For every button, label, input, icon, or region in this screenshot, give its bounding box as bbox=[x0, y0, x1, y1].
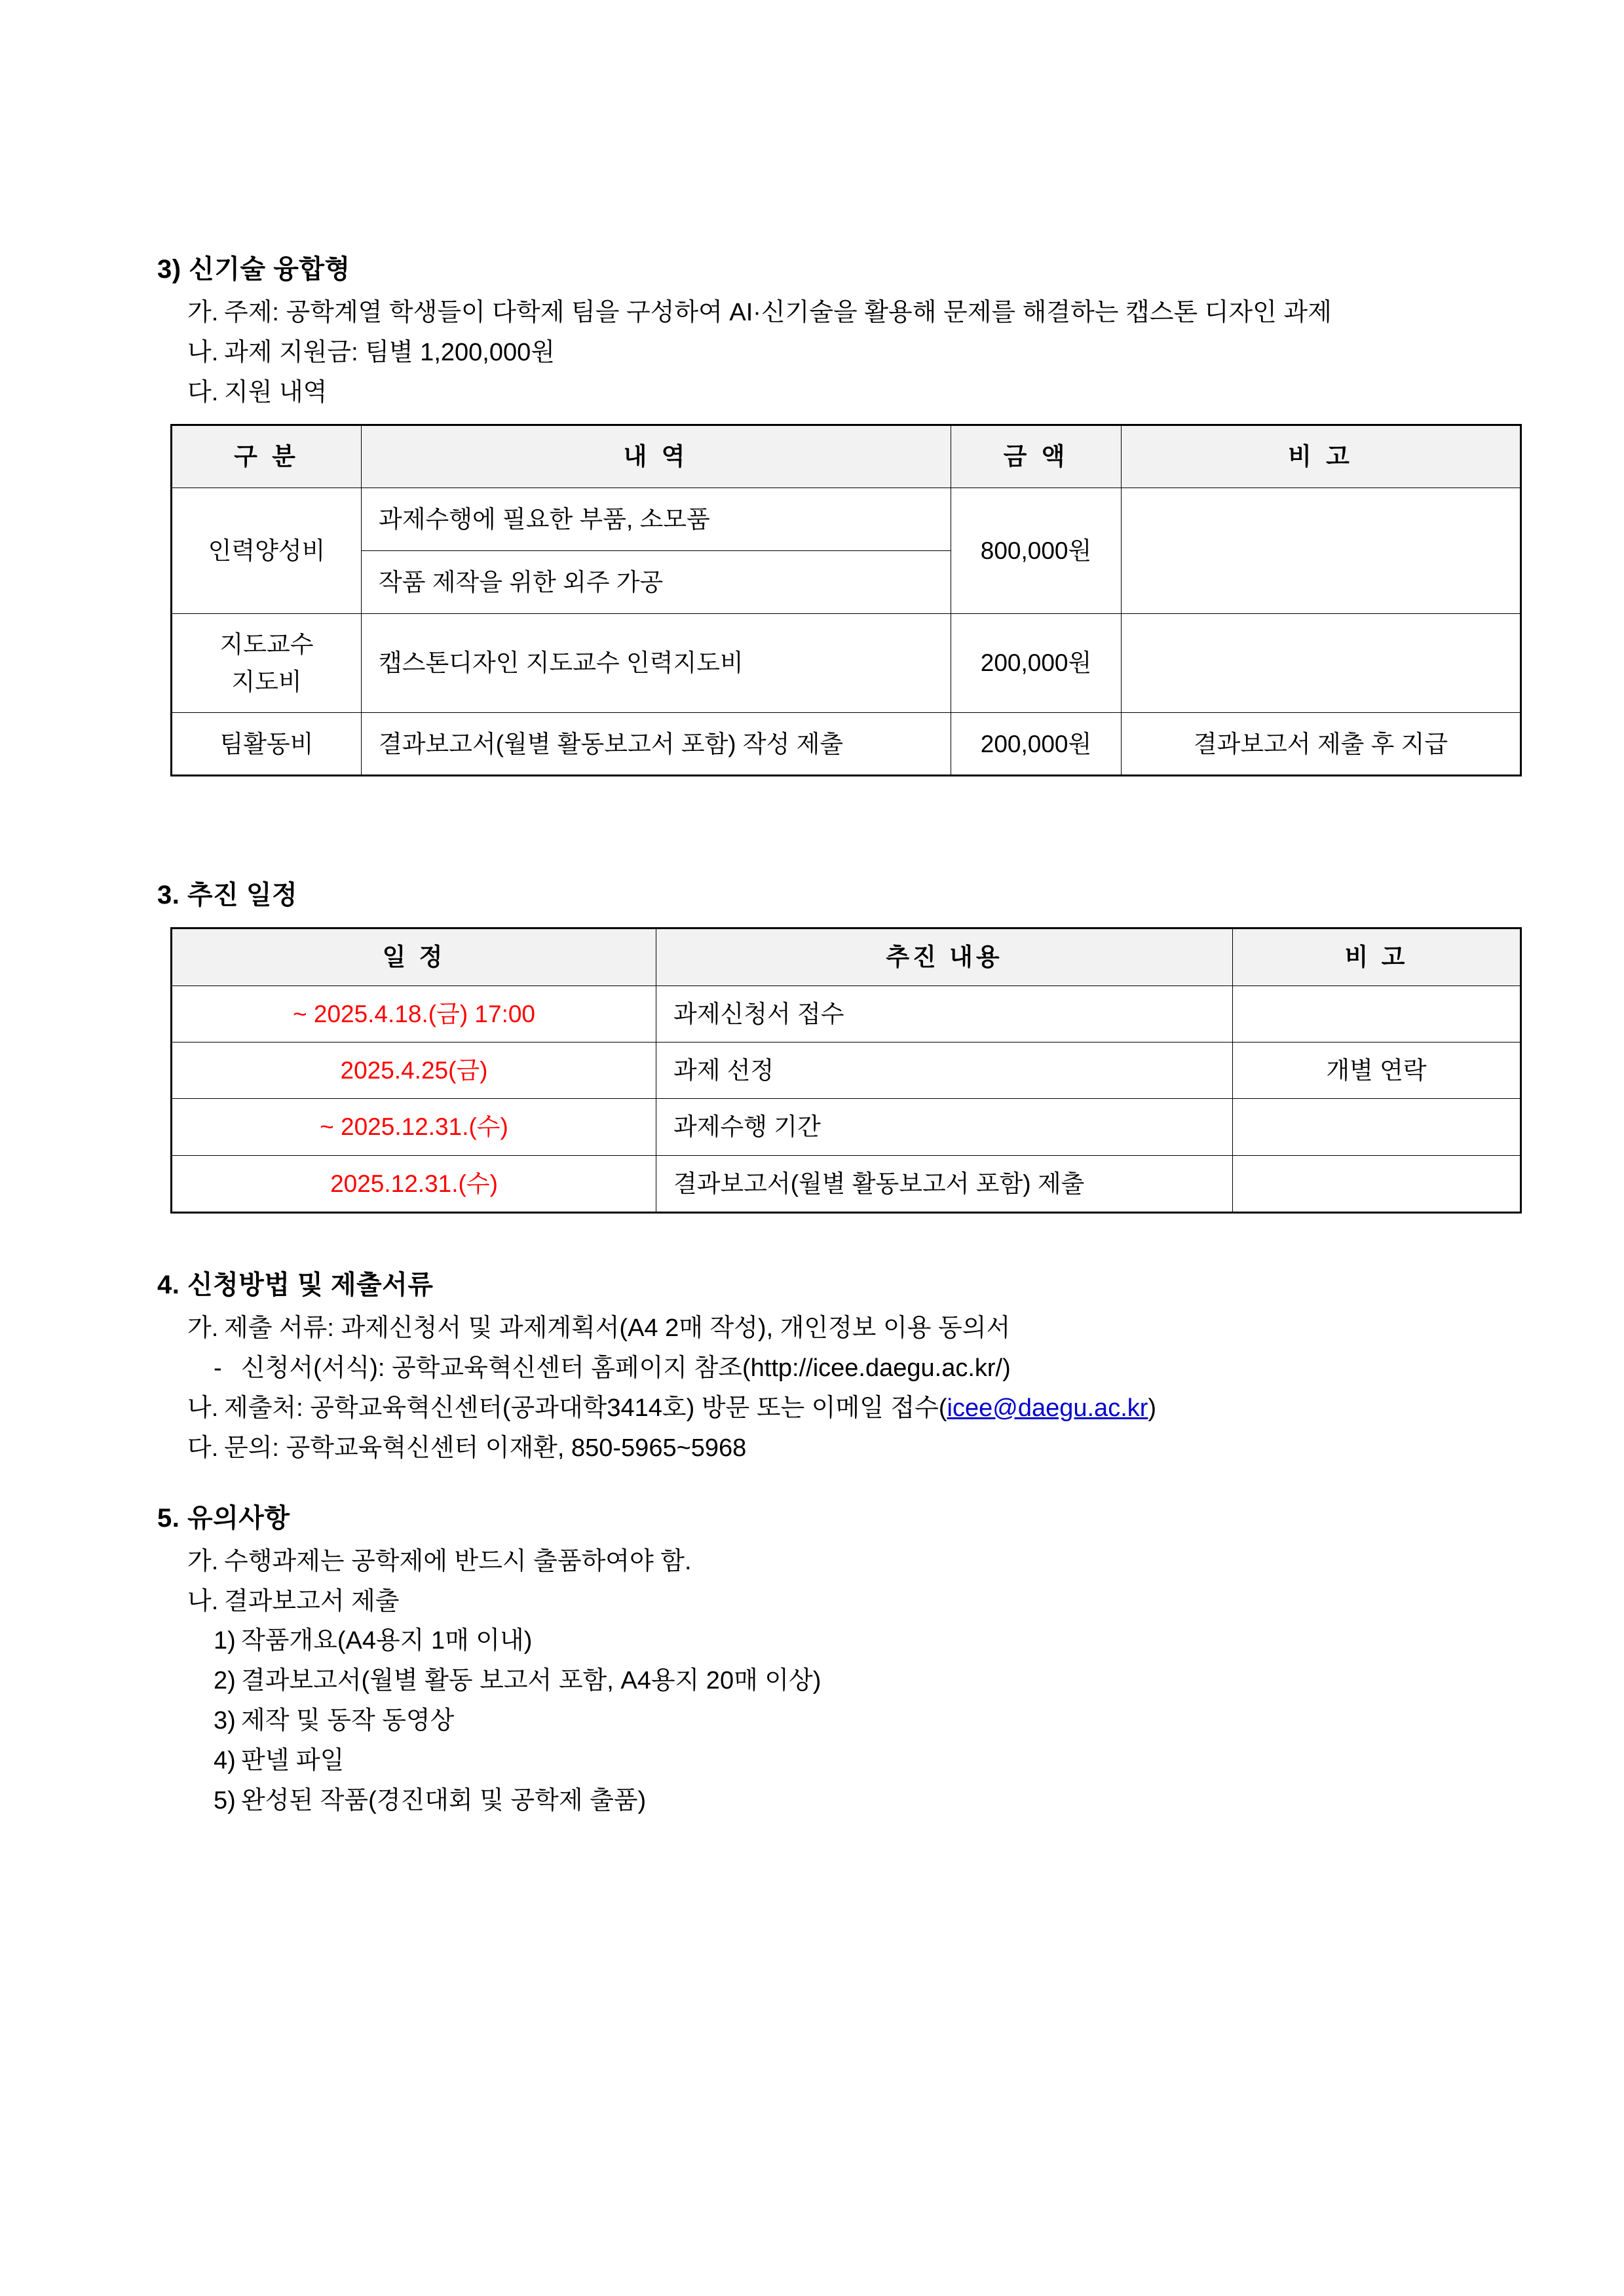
col-header-note: 비 고 bbox=[1233, 928, 1521, 985]
email-link[interactable]: icee@daegu.ac.kr bbox=[947, 1394, 1148, 1422]
table-row bbox=[172, 488, 1521, 550]
list-marker: - bbox=[214, 1354, 222, 1382]
col-header-content: 추진 내용 bbox=[656, 928, 1233, 985]
spacer bbox=[157, 1214, 1526, 1265]
cell-note bbox=[1122, 488, 1521, 613]
list-item-panel-file bbox=[214, 1742, 1526, 1780]
heading-new-tech: 3) 신기술 융합형 bbox=[157, 255, 350, 284]
list-item-documents bbox=[187, 1309, 1526, 1348]
cell-note bbox=[1233, 1155, 1521, 1212]
list-marker: 1) bbox=[214, 1627, 236, 1655]
cell-amount: 200,000원 bbox=[951, 613, 1122, 713]
cell-detail: 과제수행에 필요한 부품, 소모품 bbox=[362, 488, 951, 550]
col-header-category: 구 분 bbox=[172, 425, 362, 488]
cell-date: 2025.4.25(금) bbox=[172, 1043, 656, 1099]
schedule-table bbox=[170, 927, 1522, 1214]
table-row bbox=[172, 985, 1521, 1042]
list-marker: 다. bbox=[187, 378, 219, 406]
cell-note bbox=[1233, 985, 1521, 1042]
list-item-support-detail bbox=[187, 373, 1526, 412]
list-item-exhibit bbox=[187, 1542, 1526, 1581]
submission-text-after: ) bbox=[1148, 1394, 1157, 1422]
list-marker: 4) bbox=[214, 1747, 236, 1775]
list-item-final-report bbox=[214, 1662, 1526, 1700]
list-item-subject bbox=[187, 294, 1526, 332]
list-text: 제작 및 동작 동영상 bbox=[241, 1707, 455, 1735]
table-row bbox=[172, 1099, 1521, 1155]
list-marker: 가. bbox=[187, 299, 219, 326]
list-text: 과제 지원금: 팀별 1,200,000원 bbox=[224, 338, 555, 366]
cell-note: 개별 연락 bbox=[1233, 1043, 1521, 1099]
list-item-submission bbox=[187, 1389, 1526, 1428]
list-text: 주제: 공학계열 학생들이 다학제 팀을 구성하여 AI·신기술을 활용해 문제를 해결하는 캡스톤 디자인 과제 bbox=[224, 299, 1332, 326]
cell-amount: 200,000원 bbox=[951, 713, 1122, 776]
cell-content: 과제수행 기간 bbox=[656, 1099, 1233, 1155]
col-header-note: 비 고 bbox=[1122, 425, 1521, 488]
cell-content: 결과보고서(월별 활동보고서 포함) 제출 bbox=[656, 1155, 1233, 1212]
col-header-date: 일 정 bbox=[172, 928, 656, 985]
list-item-finished-work bbox=[214, 1782, 1526, 1820]
list-item-outline bbox=[214, 1622, 1526, 1660]
list-text: 지원 내역 bbox=[224, 378, 328, 406]
cell-content: 과제신청서 접수 bbox=[656, 985, 1233, 1042]
list-text: 완성된 작품(경진대회 및 공학제 출품) bbox=[241, 1786, 647, 1814]
submission-text-before: 제출처: 공학교육혁신센터(공과대학3414호) 방문 또는 이메일 접수( bbox=[224, 1394, 947, 1422]
cell-detail: 작품 제작을 위한 외주 가공 bbox=[362, 550, 951, 613]
list-item-form-link bbox=[214, 1349, 1526, 1388]
col-header-details: 내 역 bbox=[362, 425, 951, 488]
cell-category-line1: 지도교수 bbox=[219, 630, 314, 658]
list-marker: 다. bbox=[187, 1434, 219, 1462]
spacer bbox=[157, 776, 1526, 875]
list-item-video bbox=[214, 1702, 1526, 1740]
list-marker: 나. bbox=[187, 338, 219, 366]
table-header-row bbox=[172, 928, 1521, 985]
list-text: 결과보고서 제출 bbox=[224, 1587, 400, 1615]
table-row bbox=[172, 613, 1521, 713]
list-item-contact bbox=[187, 1429, 1526, 1468]
cell-detail: 캡스톤디자인 지도교수 인력지도비 bbox=[362, 613, 951, 713]
cell-category: 인력양성비 bbox=[172, 488, 362, 613]
list-text: 판넬 파일 bbox=[241, 1747, 345, 1775]
heading-notes: 5. 유의사항 bbox=[157, 1503, 290, 1533]
list-text: 문의: 공학교육혁신센터 이재환, 850-5965~5968 bbox=[224, 1434, 747, 1462]
document-body bbox=[157, 249, 1526, 1820]
list-marker: 가. bbox=[187, 1314, 219, 1343]
list-text bbox=[224, 1389, 1526, 1428]
list-text: 작품개요(A4용지 1매 이내) bbox=[241, 1627, 533, 1655]
table-row bbox=[172, 1155, 1521, 1212]
cell-category-line2: 지도비 bbox=[231, 668, 302, 696]
list-text: 제출 서류: 과제신청서 및 과제계획서(A4 2매 작성), 개인정보 이용 동의서 bbox=[224, 1314, 1011, 1343]
list-marker: 나. bbox=[187, 1587, 219, 1615]
cell-category bbox=[172, 613, 362, 713]
cell-category: 팀활동비 bbox=[172, 713, 362, 776]
list-item-funding bbox=[187, 334, 1526, 372]
list-marker: 가. bbox=[187, 1547, 219, 1575]
cell-note bbox=[1122, 613, 1521, 713]
cell-date: ~ 2025.12.31.(수) bbox=[172, 1099, 656, 1155]
list-item-report-submit bbox=[187, 1582, 1526, 1621]
table-row bbox=[172, 713, 1521, 776]
heading-apply: 4. 신청방법 및 제출서류 bbox=[157, 1271, 434, 1300]
table-header-row bbox=[172, 425, 1521, 488]
list-text: 수행과제는 공학제에 반드시 출품하여야 함. bbox=[224, 1547, 692, 1575]
cell-note: 결과보고서 제출 후 지급 bbox=[1122, 713, 1521, 776]
cell-date: 2025.12.31.(수) bbox=[172, 1155, 656, 1212]
heading-schedule: 3. 추진 일정 bbox=[157, 881, 298, 910]
list-text: 신청서(서식): 공학교육혁신센터 홈페이지 참조(http://icee.daegu.ac.kr/) bbox=[241, 1354, 1011, 1382]
table-row bbox=[172, 1043, 1521, 1099]
cell-date: ~ 2025.4.18.(금) 17:00 bbox=[172, 985, 656, 1042]
spacer bbox=[157, 1469, 1526, 1498]
col-header-amount: 금 액 bbox=[951, 425, 1122, 488]
support-breakdown-table bbox=[170, 424, 1522, 777]
list-marker: 2) bbox=[214, 1667, 236, 1695]
list-text: 결과보고서(월별 활동 보고서 포함, A4용지 20매 이상) bbox=[241, 1667, 821, 1695]
cell-detail: 결과보고서(월별 활동보고서 포함) 작성 제출 bbox=[362, 713, 951, 776]
cell-amount: 800,000원 bbox=[951, 488, 1122, 613]
cell-content: 과제 선정 bbox=[656, 1043, 1233, 1099]
list-marker: 5) bbox=[214, 1786, 236, 1814]
cell-note bbox=[1233, 1099, 1521, 1155]
list-marker: 3) bbox=[214, 1707, 236, 1735]
list-marker: 나. bbox=[187, 1394, 219, 1422]
